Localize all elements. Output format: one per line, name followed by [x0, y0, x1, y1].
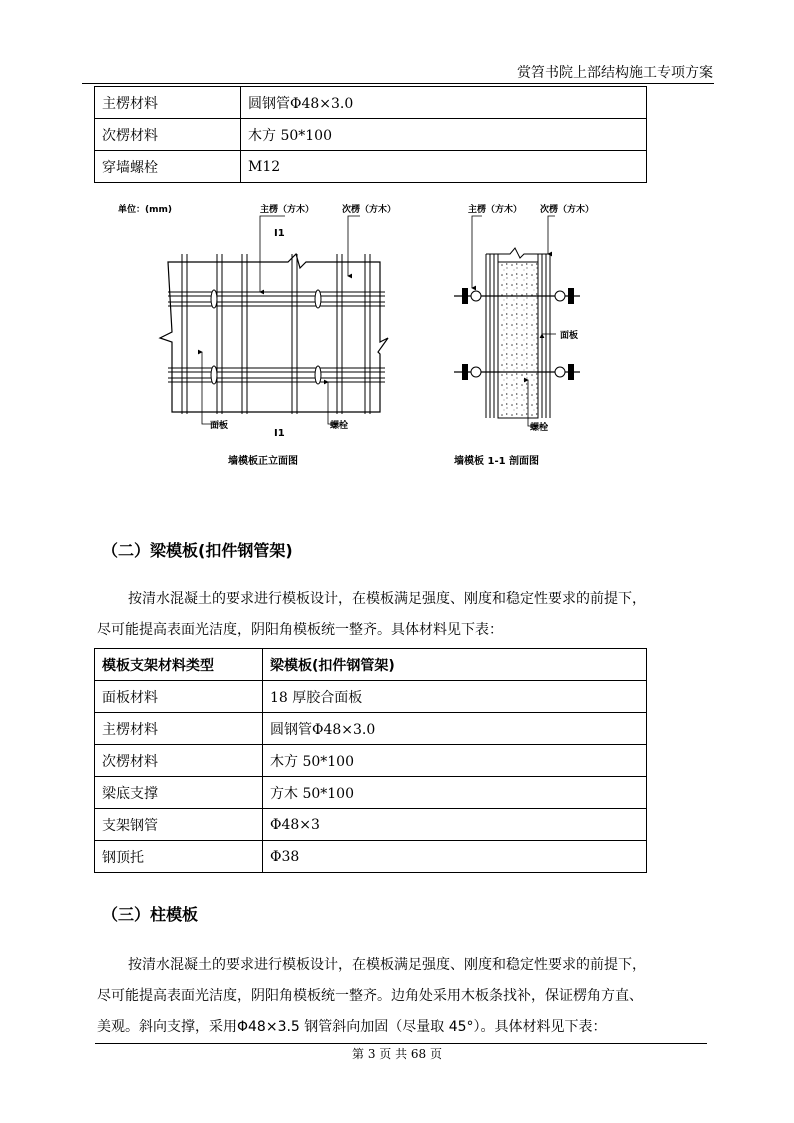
secondary-purlin-label: 次楞（方木）: [342, 205, 397, 215]
paragraph-line: 按清水混凝土的要求进行模板设计，在模板满足强度、刚度和稳定性要求的前提下，: [128, 591, 646, 607]
section-mark-bottom: I1: [274, 428, 285, 439]
beam-formwork-material-table: [94, 648, 647, 873]
table-cell: 次楞材料: [95, 119, 241, 151]
elevation-view: [118, 203, 396, 467]
section-heading-beam: （二）梁模板(扣件钢管架): [102, 541, 293, 560]
table-row: [95, 681, 647, 713]
table-row: [95, 119, 647, 151]
table-cell: 木方 50*100: [241, 119, 647, 151]
unit-label: 单位：(mm): [118, 205, 172, 215]
table-cell: M12: [241, 151, 647, 183]
section-caption: 墙模板 1-1 剖面图: [454, 456, 540, 467]
section-mark-top: I1: [274, 228, 285, 239]
table-cell: 穿墙螺栓: [95, 151, 241, 183]
table-row: [95, 151, 647, 183]
header-divider: [82, 83, 714, 84]
table-row: [95, 777, 647, 809]
table-cell: 圆钢管Φ48×3.0: [241, 87, 647, 119]
table-cell: 18 厚胶合面板: [263, 681, 647, 713]
section-heading-column: （三）柱模板: [102, 905, 199, 924]
table-cell: Φ38: [263, 841, 647, 873]
wall-formwork-drawing: [110, 192, 610, 482]
paragraph-column: [97, 950, 707, 1043]
table-cell: 主楞材料: [95, 713, 263, 745]
paragraph-beam: [97, 584, 707, 646]
table-cell: 面板材料: [95, 681, 263, 713]
elevation-caption: 墙模板正立面图: [228, 456, 298, 467]
paragraph-line: 尽可能提高表面光洁度，阴阳角模板统一整齐。边角处采用木板条找补，保证楞角方直、: [97, 988, 643, 1004]
table-cell: 圆钢管Φ48×3.0: [263, 713, 647, 745]
section-view: [454, 203, 594, 467]
secondary-purlin-label: 次楞（方木）: [540, 205, 595, 215]
table-cell: 主楞材料: [95, 87, 241, 119]
table-header-row: [95, 649, 647, 681]
panel-label: 面板: [210, 421, 229, 431]
paragraph-line: 美观。斜向支撑，采用Φ48×3.5 钢管斜向加固（尽量取 45°）。具体材料见下表：: [97, 1019, 607, 1035]
table-cell: 钢顶托: [95, 841, 263, 873]
table-row: [95, 713, 647, 745]
table-row: [95, 841, 647, 873]
bolt-label: 螺栓: [330, 421, 349, 431]
paragraph-line: 尽可能提高表面光洁度，阴阳角模板统一整齐。具体材料见下表：: [97, 622, 503, 638]
table-header-cell: 梁模板(扣件钢管架): [263, 649, 647, 681]
table-cell: Φ48×3: [263, 809, 647, 841]
table-cell: 方木 50*100: [263, 777, 647, 809]
main-purlin-label: 主楞（方木）: [260, 205, 315, 215]
main-purlin-label: 主楞（方木）: [468, 205, 523, 215]
table-row: [95, 809, 647, 841]
paragraph-line: 按清水混凝土的要求进行模板设计，在模板满足强度、刚度和稳定性要求的前提下，: [128, 957, 646, 973]
table-row: [95, 745, 647, 777]
table-cell: 次楞材料: [95, 745, 263, 777]
table-cell: 支架钢管: [95, 809, 263, 841]
table-row: [95, 87, 647, 119]
bolt-label: 螺栓: [530, 423, 549, 433]
page-number: 第 3 页 共 68 页: [352, 1047, 442, 1061]
footer-divider: [95, 1043, 707, 1044]
panel-label: 面板: [560, 331, 579, 341]
table-cell: 木方 50*100: [263, 745, 647, 777]
table-cell: 梁底支撑: [95, 777, 263, 809]
document-header-title: 赏笤书院上部结构施工专项方案: [517, 65, 713, 81]
table-header-cell: 模板支架材料类型: [95, 649, 263, 681]
wall-formwork-material-table: [94, 86, 647, 183]
